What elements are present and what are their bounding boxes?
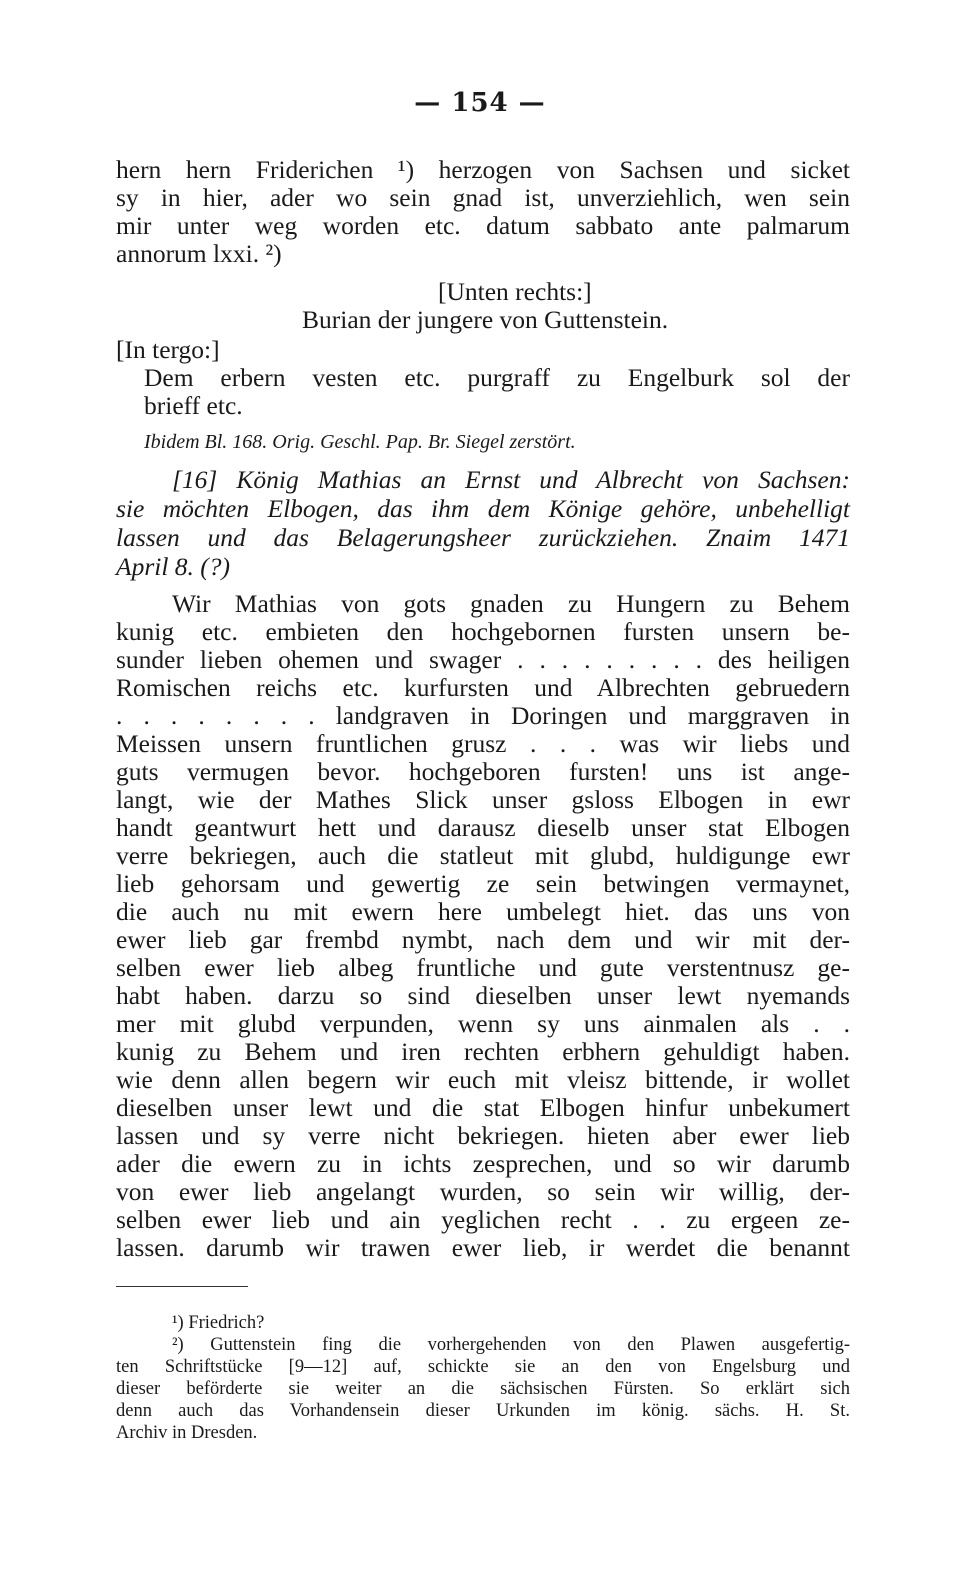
text-line: annorum lxxi. ²) [116, 239, 282, 268]
body-line: kunig zu Behem und iren rechten erbhern gehuldigt haben. [116, 1037, 850, 1066]
document-heading-line: April 8. (?) [116, 552, 231, 581]
body-line: habt haben. darzu so sind dieselben unser lewt nyemands [116, 981, 850, 1010]
body-line: lassen. darumb wir trawen ewer lieb, ir werdet die benannt [116, 1233, 850, 1262]
body-line: die auch nu mit ewern here umbelegt hiet. das uns von [116, 897, 850, 926]
footnote-2-line: ten Schriftstücke [9—12] auf, schickte sie an den von Engelsburg und [116, 1357, 850, 1377]
body-line: Romischen reichs etc. kurfursten und Albrechten gebruedern [116, 673, 850, 702]
body-line: selben ewer lieb und ain yeglichen recht . . zu ergeen ze- [116, 1205, 850, 1234]
body-line: wie denn allen begern wir euch mit vleisz bittende, ir wollet [116, 1065, 850, 1094]
footnote-2-line: Archiv in Dresden. [116, 1423, 258, 1443]
body-line: guts vermugen bevor. hochgeboren fursten! uns ist ange- [116, 757, 850, 786]
footnote-1: ¹) Friedrich? [172, 1313, 265, 1333]
in-tergo-label: [In tergo:] [116, 335, 220, 364]
page-number: — 154 — [414, 88, 546, 118]
text-line: sy in hier, ader wo sein gnad ist, unverziehlich, wen sein [116, 183, 850, 212]
document-heading-line: [16] König Mathias an Ernst und Albrecht von Sachsen: [172, 465, 850, 494]
body-line: Meissen unsern fruntlichen grusz . . . was wir liebs und [116, 729, 850, 758]
body-line: von ewer lieb angelangt wurden, so sein wir willig, der- [116, 1177, 850, 1206]
footnote-2-line: ²) Guttenstein fing die vorhergehenden von den Plawen ausgefertig- [172, 1335, 850, 1355]
body-line: langt, wie der Mathes Slick unser gsloss Elbogen in ewr [116, 785, 850, 814]
footnote-2-line: denn auch das Vorhandensein dieser Urkunden im könig. sächs. H. St. [116, 1401, 850, 1421]
body-line: lassen und sy verre nicht bekriegen. hieten aber ewer lieb [116, 1121, 850, 1150]
document-heading-line: lassen und das Belagerungsheer zurückziehen. Znaim 1471 [116, 523, 850, 552]
unten-rechts-label: [Unten rechts:] [438, 277, 592, 306]
text-line: hern hern Friderichen ¹) herzogen von Sachsen und sicket [116, 155, 850, 184]
body-line: verre bekriegen, auch die statleut mit glubd, huldigunge ewr [116, 841, 850, 870]
body-line: sunder lieben ohemen und swager . . . . . . . . . des heiligen [116, 645, 850, 674]
document-heading-line: sie möchten Elbogen, das ihm dem Könige gehöre, unbehelligt [116, 494, 850, 523]
address-line: brieff etc. [144, 391, 243, 420]
body-line: handt geantwurt hett und darausz dieselb unser stat Elbogen [116, 813, 850, 842]
body-line: kunig etc. embieten den hochgebornen fursten unsern be- [116, 617, 850, 646]
text-line: mir unter weg worden etc. datum sabbato ante palmarum [116, 211, 850, 240]
source-note: Ibidem Bl. 168. Orig. Geschl. Pap. Br. Siegel zerstört. [144, 431, 576, 453]
signature-name: Burian der jungere von Guttenstein. [302, 305, 669, 334]
body-line: . . . . . . . . landgraven in Doringen und marggraven in [116, 701, 850, 730]
address-line: Dem erbern vesten etc. purgraff zu Engelburk sol der [144, 363, 850, 392]
body-line: Wir Mathias von gots gnaden zu Hungern zu Behem [172, 589, 850, 618]
footnote-divider [116, 1286, 248, 1287]
body-line: ewer lieb gar frembd nymbt, nach dem und wir mit der- [116, 925, 850, 954]
body-line: dieselben unser lewt und die stat Elbogen hinfur unbekumert [116, 1093, 850, 1122]
body-line: ader die ewern zu in ichts zesprechen, und so wir darumb [116, 1149, 850, 1178]
body-line: mer mit glubd verpunden, wenn sy uns ainmalen als . . [116, 1009, 850, 1038]
body-line: selben ewer lieb albeg fruntliche und gute verstentnusz ge- [116, 953, 850, 982]
body-line: lieb gehorsam und gewertig ze sein betwingen vermaynet, [116, 869, 850, 898]
footnote-2-line: dieser beförderte sie weiter an die sächsischen Fürsten. So erklärt sich [116, 1379, 850, 1399]
